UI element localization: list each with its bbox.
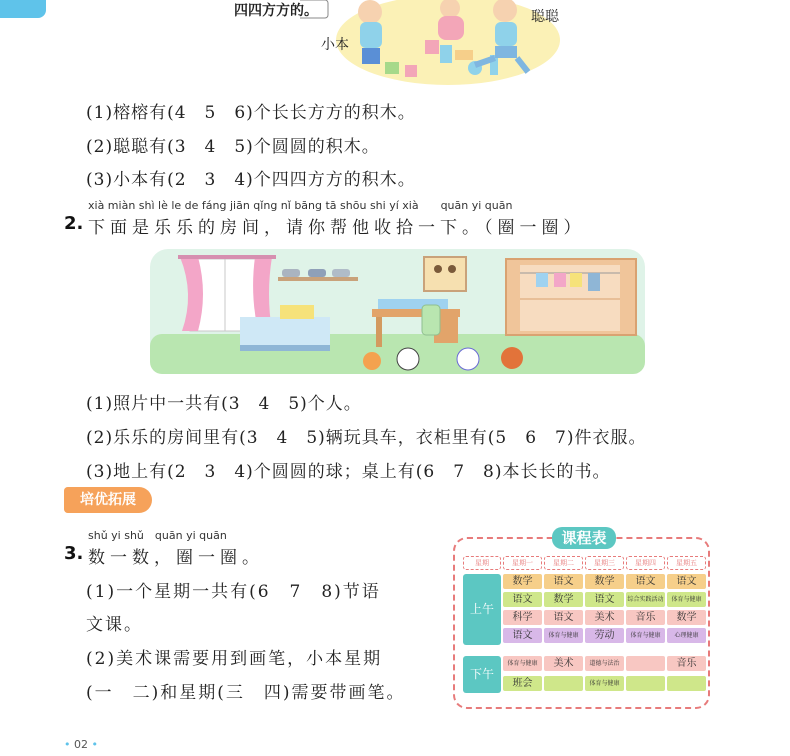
schedule-cell: 体育与健康: [667, 592, 706, 607]
schedule-cell: 班会: [503, 676, 542, 691]
schedule-cell: 语文: [503, 628, 542, 643]
q2-pinyin: xià miàn shì lè le de fáng jiān qǐng nǐ bāng tā shōu shi yí xià quān yi quān: [88, 199, 513, 212]
schedule-cell: 心理健康: [667, 628, 706, 643]
schedule-title: 课程表: [552, 527, 616, 549]
schedule-header-thu: 星期四: [626, 556, 665, 570]
schedule-cell: 体育与健康: [585, 676, 624, 691]
schedule-cell: 数学: [585, 574, 624, 589]
schedule-cell: 体育与健康: [503, 656, 542, 671]
schedule-header-wed: 星期三: [585, 556, 624, 570]
q1-item-1: (1)榕榕有(4 5 6)个长长方方的积木。: [86, 103, 416, 123]
schedule-cell: 综合实践活动: [626, 592, 665, 607]
schedule-cell: 美术: [544, 656, 583, 671]
q2-item-2: (2)乐乐的房间里有(3 4 5)辆玩具车，衣柜里有(5 6 7)件衣服。: [86, 428, 647, 448]
q1-item-2: (2)聪聪有(3 4 5)个圆圆的积木。: [86, 137, 380, 157]
schedule-cell: [544, 676, 583, 691]
schedule-cell: 体育与健康: [626, 628, 665, 643]
schedule-cell: [667, 676, 706, 691]
q2-text: 下面是乐乐的房间，请你帮他收拾一下。（圈一圈）: [88, 218, 586, 238]
schedule-header-tue: 星期二: [544, 556, 583, 570]
schedule-cell: 语文: [544, 574, 583, 589]
schedule-cell: 道德与法治: [585, 656, 624, 671]
q3-item2-line1: (2)美术课需要用到画笔，小本星期: [86, 649, 383, 669]
afternoon-label: 下午: [463, 656, 501, 693]
class-schedule: [453, 529, 710, 709]
q3-pinyin: shǔ yi shǔ quān yi quān: [88, 529, 227, 542]
schedule-header-fri: 星期五: [667, 556, 706, 570]
page-number: 02: [74, 738, 88, 751]
schedule-cell: 语文: [626, 574, 665, 589]
schedule-cell: 劳动: [585, 628, 624, 643]
schedule-cell: 语文: [585, 592, 624, 607]
q2-item-3: (3)地上有(2 3 4)个圆圆的球；桌上有(6 7 8)本长长的书。: [86, 462, 611, 482]
q3-number: 3.: [64, 543, 84, 564]
q3-item1-line1: (1)一个星期一共有(6 7 8)节语: [86, 582, 381, 602]
schedule-cell: 音乐: [667, 656, 706, 671]
q2-item-1: (1)照片中一共有(3 4 5)个人。: [86, 394, 362, 414]
morning-label: 上午: [463, 574, 501, 645]
label-congcong: 聪聪: [531, 9, 559, 25]
schedule-cell: 美术: [585, 610, 624, 625]
illustration-sign: 四四方方的。: [234, 3, 318, 19]
schedule-cell: 音乐: [626, 610, 665, 625]
label-xiaoben: 小本: [321, 37, 349, 53]
schedule-cell: [626, 676, 665, 691]
footer-dot-icon: •: [91, 738, 98, 751]
schedule-cell: [626, 656, 665, 671]
section-badge: 培优拓展: [64, 487, 152, 513]
schedule-cell: 数学: [503, 574, 542, 589]
page-footer: [64, 738, 98, 751]
schedule-header-mon: 星期一: [503, 556, 542, 570]
schedule-cell: 语文: [544, 610, 583, 625]
schedule-cell: 数学: [544, 592, 583, 607]
q3-text: 数一数，圈一圈。: [88, 548, 264, 568]
q3-item1-line2: 文课。: [86, 615, 143, 635]
q3-item2-line2: (一 二)和星期(三 四)需要带画笔。: [86, 683, 406, 703]
schedule-cell: 语文: [503, 592, 542, 607]
schedule-cell: 数学: [667, 610, 706, 625]
q1-item-3: (3)小本有(2 3 4)个四四方方的积木。: [86, 170, 416, 190]
schedule-cell: 科学: [503, 610, 542, 625]
schedule-cell: 体育与健康: [544, 628, 583, 643]
schedule-header-label: 星期: [463, 556, 501, 570]
q2-number: 2.: [64, 213, 84, 234]
corner-tab: [0, 0, 46, 18]
bedroom-illustration: [150, 249, 645, 374]
footer-dot-icon: •: [64, 738, 71, 751]
schedule-cell: 语文: [667, 574, 706, 589]
